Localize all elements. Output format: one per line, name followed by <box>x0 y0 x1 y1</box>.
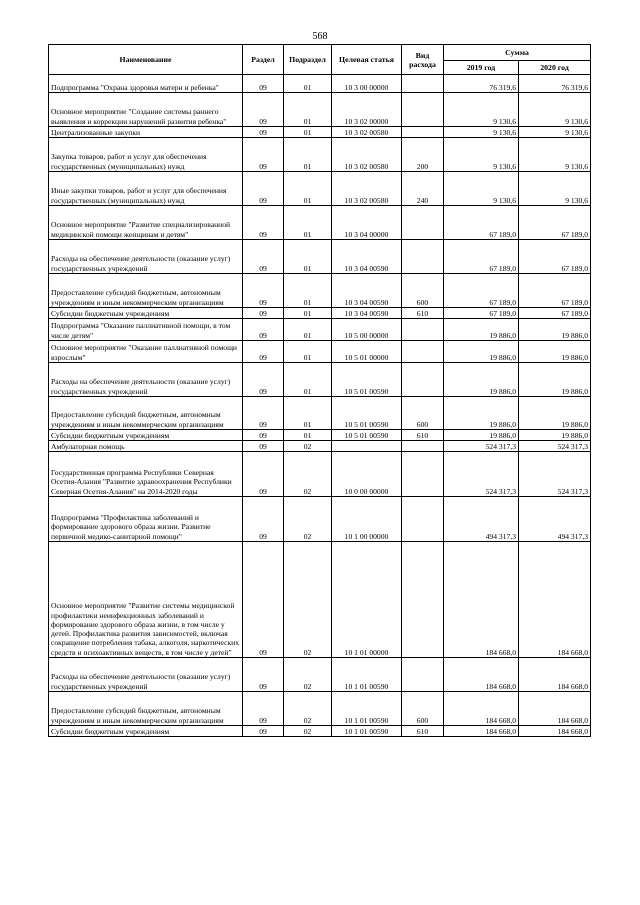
row-type-cell <box>402 240 444 274</box>
table-row <box>49 452 591 497</box>
col-header-target-item: Целевая статья <box>332 45 402 75</box>
row-target-cell: 10 3 04 00000 <box>332 206 402 240</box>
row-name-cell: Амбулаторная помощь <box>49 441 243 452</box>
row-subsection-cell: 01 <box>284 127 332 138</box>
row-target-cell: 10 5 01 00000 <box>332 341 402 363</box>
row-type-cell: 610 <box>402 308 444 319</box>
row-section-cell: 09 <box>243 726 284 737</box>
row-type-cell: 610 <box>402 430 444 441</box>
table-row <box>49 497 591 542</box>
row-type-cell <box>402 319 444 341</box>
row-2019-cell: 67 189,0 <box>444 308 519 319</box>
row-section-cell: 09 <box>243 497 284 542</box>
col-header-expense-type: Вид расхода <box>402 45 444 75</box>
row-subsection-cell: 02 <box>284 497 332 542</box>
row-2020-cell: 67 189,0 <box>519 206 591 240</box>
row-section-cell: 09 <box>243 172 284 206</box>
table-row <box>49 542 591 658</box>
table-body <box>49 75 591 737</box>
row-target-cell: 10 3 02 00580 <box>332 127 402 138</box>
row-section-cell: 09 <box>243 319 284 341</box>
row-2019-cell: 19 886,0 <box>444 363 519 397</box>
row-subsection-cell: 01 <box>284 93 332 127</box>
row-2019-cell: 76 319,6 <box>444 75 519 93</box>
row-subsection-cell: 02 <box>284 692 332 726</box>
table-row <box>49 341 591 363</box>
row-2020-cell: 19 886,0 <box>519 430 591 441</box>
row-name-cell: Субсидии бюджетным учреждениям <box>49 726 243 737</box>
row-name-cell: Субсидии бюджетным учреждениям <box>49 430 243 441</box>
row-name-cell: Государственная программа Республики Северная Осетия-Алания "Развитие здравоохранения Республики Северная Осетия-Алания" на 2014-2020 годы <box>49 452 243 497</box>
row-type-cell <box>402 452 444 497</box>
row-section-cell: 09 <box>243 127 284 138</box>
row-target-cell: 10 1 01 00000 <box>332 542 402 658</box>
row-section-cell: 09 <box>243 542 284 658</box>
row-2019-cell: 494 317,3 <box>444 497 519 542</box>
row-type-cell <box>402 441 444 452</box>
table-row <box>49 430 591 441</box>
row-2019-cell: 19 886,0 <box>444 341 519 363</box>
row-type-cell <box>402 497 444 542</box>
row-type-cell: 240 <box>402 172 444 206</box>
row-section-cell: 09 <box>243 363 284 397</box>
table-row <box>49 240 591 274</box>
row-target-cell: 10 1 01 00590 <box>332 726 402 737</box>
row-name-cell: Централизованные закупки <box>49 127 243 138</box>
row-2020-cell: 524 317,3 <box>519 441 591 452</box>
row-name-cell: Расходы на обеспечение деятельности (оказание услуг) государственных учреждений <box>49 363 243 397</box>
row-type-cell: 600 <box>402 692 444 726</box>
col-header-2019: 2019 год <box>444 61 519 75</box>
row-subsection-cell: 01 <box>284 75 332 93</box>
row-target-cell: 10 5 01 00590 <box>332 430 402 441</box>
row-section-cell: 09 <box>243 341 284 363</box>
table-row <box>49 363 591 397</box>
row-target-cell: 10 5 00 00000 <box>332 319 402 341</box>
table-row <box>49 127 591 138</box>
row-target-cell: 10 5 01 00590 <box>332 397 402 430</box>
row-type-cell <box>402 658 444 692</box>
table-row <box>49 397 591 430</box>
row-2020-cell: 494 317,3 <box>519 497 591 542</box>
row-2020-cell: 67 189,0 <box>519 240 591 274</box>
row-2020-cell: 184 668,0 <box>519 726 591 737</box>
row-2019-cell: 184 668,0 <box>444 542 519 658</box>
row-2020-cell: 9 130,6 <box>519 138 591 172</box>
row-2020-cell: 19 886,0 <box>519 397 591 430</box>
row-2020-cell: 9 130,6 <box>519 127 591 138</box>
row-2019-cell: 19 886,0 <box>444 319 519 341</box>
table-row <box>49 75 591 93</box>
row-2020-cell: 524 317,3 <box>519 452 591 497</box>
col-header-name: Наименование <box>49 45 243 75</box>
row-target-cell <box>332 441 402 452</box>
row-section-cell: 09 <box>243 430 284 441</box>
row-subsection-cell: 01 <box>284 430 332 441</box>
row-name-cell: Основное мероприятие "Развитие специализированной медицинской помощи женщинам и детям" <box>49 206 243 240</box>
row-2020-cell: 19 886,0 <box>519 363 591 397</box>
table-row <box>49 138 591 172</box>
row-2020-cell: 184 668,0 <box>519 542 591 658</box>
row-2020-cell: 67 189,0 <box>519 274 591 308</box>
row-2019-cell: 67 189,0 <box>444 240 519 274</box>
row-section-cell: 09 <box>243 452 284 497</box>
row-name-cell: Закупка товаров, работ и услуг для обеспечения государственных (муниципальных) нужд <box>49 138 243 172</box>
row-target-cell: 10 3 02 00580 <box>332 172 402 206</box>
table-row <box>49 319 591 341</box>
row-name-cell: Предоставление субсидий бюджетным, автономным учреждениям и иным некоммерческим организациям <box>49 274 243 308</box>
table-row <box>49 726 591 737</box>
row-name-cell: Иные закупки товаров, работ и услуг для обеспечения государственных (муниципальных) нужд <box>49 172 243 206</box>
row-2019-cell: 67 189,0 <box>444 274 519 308</box>
row-target-cell: 10 3 00 00000 <box>332 75 402 93</box>
row-2019-cell: 524 317,3 <box>444 452 519 497</box>
row-type-cell: 600 <box>402 397 444 430</box>
row-subsection-cell: 01 <box>284 138 332 172</box>
row-name-cell: Предоставление субсидий бюджетным, автономным учреждениям и иным некоммерческим организациям <box>49 397 243 430</box>
row-2020-cell: 9 130,6 <box>519 172 591 206</box>
row-2019-cell: 184 668,0 <box>444 692 519 726</box>
row-2020-cell: 67 189,0 <box>519 308 591 319</box>
table-row <box>49 692 591 726</box>
row-type-cell: 610 <box>402 726 444 737</box>
row-type-cell <box>402 127 444 138</box>
row-target-cell: 10 3 02 00000 <box>332 93 402 127</box>
row-2019-cell: 184 668,0 <box>444 726 519 737</box>
row-subsection-cell: 02 <box>284 441 332 452</box>
row-name-cell: Основное мероприятие "Создание системы раннего выявления и коррекции нарушений развития ребенка" <box>49 93 243 127</box>
row-target-cell: 10 3 04 00590 <box>332 274 402 308</box>
row-target-cell: 10 0 00 00000 <box>332 452 402 497</box>
table-row <box>49 658 591 692</box>
row-type-cell: 200 <box>402 138 444 172</box>
row-target-cell: 10 3 02 00580 <box>332 138 402 172</box>
row-2020-cell: 184 668,0 <box>519 692 591 726</box>
row-2020-cell: 19 886,0 <box>519 341 591 363</box>
row-section-cell: 09 <box>243 138 284 172</box>
row-subsection-cell: 01 <box>284 172 332 206</box>
budget-table <box>48 44 591 737</box>
row-type-cell <box>402 75 444 93</box>
row-target-cell: 10 1 01 00590 <box>332 658 402 692</box>
row-type-cell <box>402 542 444 658</box>
row-name-cell: Подпрограмма "Профилактика заболеваний и формирование здорового образа жизни. Развитие первичной медико-санитарной помощи" <box>49 497 243 542</box>
row-2020-cell: 9 130,6 <box>519 93 591 127</box>
row-subsection-cell: 01 <box>284 319 332 341</box>
row-section-cell: 09 <box>243 441 284 452</box>
row-type-cell: 600 <box>402 274 444 308</box>
row-name-cell: Предоставление субсидий бюджетным, автономным учреждениям и иным некоммерческим организациям <box>49 692 243 726</box>
row-2019-cell: 19 886,0 <box>444 397 519 430</box>
row-subsection-cell: 01 <box>284 308 332 319</box>
row-type-cell <box>402 363 444 397</box>
row-section-cell: 09 <box>243 93 284 127</box>
row-2019-cell: 67 189,0 <box>444 206 519 240</box>
col-header-subsection: Подраздел <box>284 45 332 75</box>
row-2019-cell: 9 130,6 <box>444 127 519 138</box>
row-type-cell <box>402 341 444 363</box>
row-subsection-cell: 02 <box>284 452 332 497</box>
table-row <box>49 274 591 308</box>
row-target-cell: 10 1 01 00590 <box>332 692 402 726</box>
row-2019-cell: 9 130,6 <box>444 172 519 206</box>
row-name-cell: Основное мероприятие "Развитие системы медицинской профилактики неинфекционных заболеваний и формирование здорового образа жизни, в том числе у детей. Профилактика развития зависимостей, включая сокращение потребления табака, алкоголя, наркотических средств и психоактивных веществ, в том числе у детей" <box>49 542 243 658</box>
table-row <box>49 308 591 319</box>
row-2020-cell: 76 319,6 <box>519 75 591 93</box>
row-name-cell: Подпрограмма "Охрана здоровья матери и ребенка" <box>49 75 243 93</box>
table-row <box>49 93 591 127</box>
row-name-cell: Основное мероприятие "Оказание паллиативной помощи взрослым" <box>49 341 243 363</box>
row-section-cell: 09 <box>243 397 284 430</box>
row-type-cell <box>402 206 444 240</box>
row-2019-cell: 184 668,0 <box>444 658 519 692</box>
row-section-cell: 09 <box>243 308 284 319</box>
row-subsection-cell: 02 <box>284 542 332 658</box>
row-section-cell: 09 <box>243 658 284 692</box>
row-2020-cell: 19 886,0 <box>519 319 591 341</box>
row-2020-cell: 184 668,0 <box>519 658 591 692</box>
row-type-cell <box>402 93 444 127</box>
table-row <box>49 441 591 452</box>
row-subsection-cell: 01 <box>284 363 332 397</box>
row-subsection-cell: 02 <box>284 658 332 692</box>
row-2019-cell: 524 317,3 <box>444 441 519 452</box>
row-section-cell: 09 <box>243 75 284 93</box>
row-subsection-cell: 01 <box>284 240 332 274</box>
table-row <box>49 172 591 206</box>
row-section-cell: 09 <box>243 692 284 726</box>
col-header-sum: Сумма <box>444 45 591 61</box>
row-section-cell: 09 <box>243 274 284 308</box>
row-name-cell: Расходы на обеспечение деятельности (оказание услуг) государственных учреждений <box>49 658 243 692</box>
row-name-cell: Расходы на обеспечение деятельности (оказание услуг) государственных учреждений <box>49 240 243 274</box>
row-subsection-cell: 01 <box>284 206 332 240</box>
row-target-cell: 10 5 01 00590 <box>332 363 402 397</box>
row-subsection-cell: 01 <box>284 274 332 308</box>
row-target-cell: 10 3 04 00590 <box>332 308 402 319</box>
page-number: 568 <box>312 31 328 42</box>
row-target-cell: 10 3 04 00590 <box>332 240 402 274</box>
row-2019-cell: 9 130,6 <box>444 138 519 172</box>
col-header-section: Раздел <box>243 45 284 75</box>
row-section-cell: 09 <box>243 206 284 240</box>
col-header-2020: 2020 год <box>519 61 591 75</box>
row-name-cell: Субсидии бюджетным учреждениям <box>49 308 243 319</box>
row-name-cell: Подпрограмма "Оказание паллиативной помощи, в том числе детям" <box>49 319 243 341</box>
row-target-cell: 10 1 00 00000 <box>332 497 402 542</box>
row-2019-cell: 19 886,0 <box>444 430 519 441</box>
table-row <box>49 206 591 240</box>
row-subsection-cell: 01 <box>284 341 332 363</box>
row-section-cell: 09 <box>243 240 284 274</box>
row-subsection-cell: 02 <box>284 726 332 737</box>
row-subsection-cell: 01 <box>284 397 332 430</box>
row-2019-cell: 9 130,6 <box>444 93 519 127</box>
